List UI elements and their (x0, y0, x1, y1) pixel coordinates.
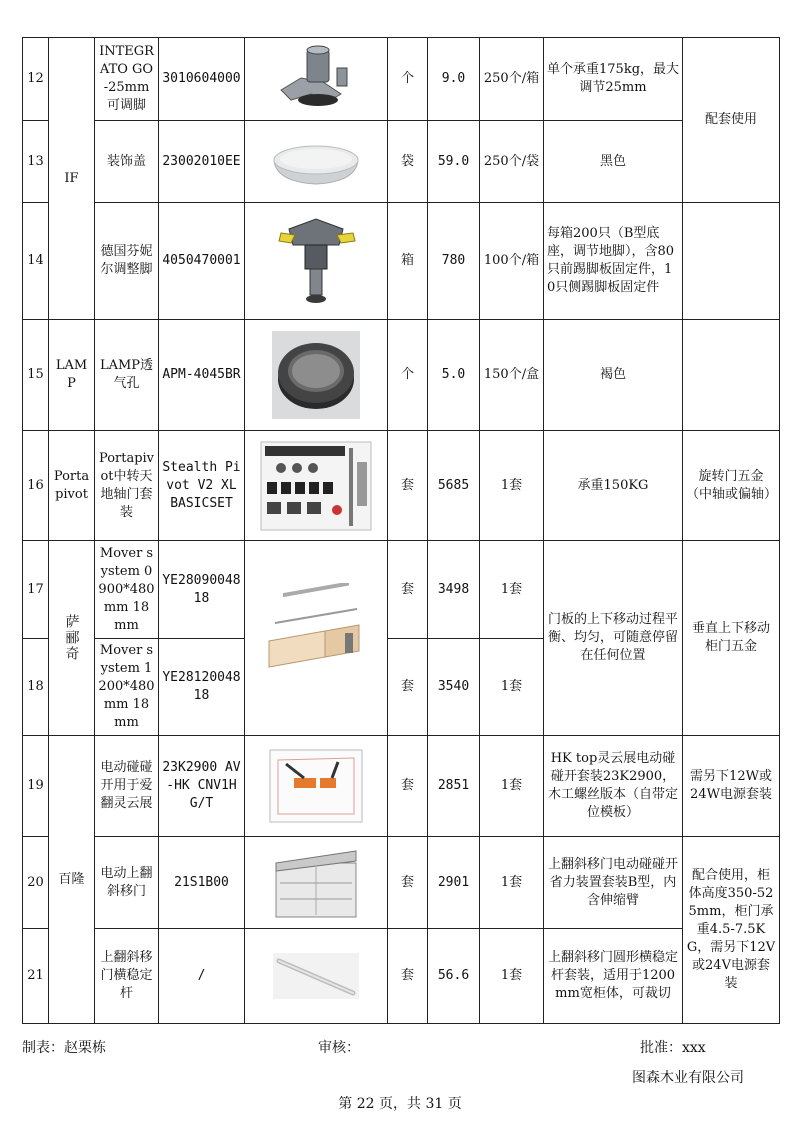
product-image (245, 121, 388, 203)
unit: 箱 (388, 203, 428, 320)
row-number: 14 (23, 203, 49, 320)
price: 780 (428, 203, 480, 320)
price: 3540 (428, 639, 480, 736)
table-row (23, 736, 780, 837)
unit: 套 (388, 639, 428, 736)
table-row (23, 541, 780, 639)
row-number: 19 (23, 736, 49, 837)
product-image (245, 541, 388, 736)
unit: 个 (388, 38, 428, 121)
page-number: 第 22 页，共 31 页 (338, 1096, 462, 1112)
product-image (245, 837, 388, 929)
row-number: 12 (23, 38, 49, 121)
description: 承重150KG (544, 431, 683, 541)
price: 3498 (428, 541, 480, 639)
product-name: 电动碰碰开用于爱翻灵云展 (95, 736, 159, 837)
price: 9.0 (428, 38, 480, 121)
product-name: 上翻斜移门横稳定杆 (95, 929, 159, 1024)
brand-cell: LAMP (49, 320, 95, 431)
product-name: 装饰盖 (95, 121, 159, 203)
product-code: / (159, 929, 245, 1024)
price: 5.0 (428, 320, 480, 431)
pivot-kit-icon (257, 438, 375, 534)
description: 褐色 (544, 320, 683, 431)
brand-cell: Portapivot (49, 431, 95, 541)
table-row (23, 320, 780, 431)
row-number: 15 (23, 320, 49, 431)
price: 56.6 (428, 929, 480, 1024)
unit: 套 (388, 541, 428, 639)
brand-cell: 百隆 (49, 736, 95, 1024)
table-row (23, 431, 780, 541)
product-code: APM-4045BR (159, 320, 245, 431)
table-row (23, 837, 780, 929)
product-name: Mover system 1200*480mm 18mm (95, 639, 159, 736)
product-name: 德国芬妮尔调整脚 (95, 203, 159, 320)
row-number: 13 (23, 121, 49, 203)
remark-empty (683, 320, 780, 431)
stabilizer-rod-icon (271, 951, 361, 1001)
description: 上翻斜移门电动碰碰开省力装置套装B型，内含伸缩臂 (544, 837, 683, 929)
product-image (245, 431, 388, 541)
product-code: Stealth Pivot V2 XL BASICSET (159, 431, 245, 541)
description: HK top灵云展电动碰碰开套装23K2900，木工螺丝版本（自带定位模板） (544, 736, 683, 837)
electric-lift-icon (268, 748, 364, 824)
packaging: 150个/盒 (480, 320, 544, 431)
product-code: 4050470001 (159, 203, 245, 320)
row-number: 16 (23, 431, 49, 541)
product-code: 3010604000 (159, 38, 245, 121)
unit: 个 (388, 320, 428, 431)
description: 每箱200只（B型底座，调节地脚），含80只前踢脚板固定件，10只侧踢脚板固定件 (544, 203, 683, 320)
remark: 旋转门五金（中轴或偏轴） (683, 431, 780, 541)
brand-cell: IF (49, 38, 95, 320)
packaging: 1套 (480, 929, 544, 1024)
product-name: Portapivot中转天地轴门套装 (95, 431, 159, 541)
brand-cell: 萨郦奇 (49, 541, 95, 736)
packaging: 1套 (480, 541, 544, 639)
product-image (245, 320, 388, 431)
approved-by: 批准：xxx (640, 1040, 706, 1056)
product-image (245, 929, 388, 1024)
table-row (23, 121, 780, 203)
packaging: 1套 (480, 837, 544, 929)
reviewed-by: 审核： (318, 1040, 360, 1056)
unit: 套 (388, 431, 428, 541)
unit: 套 (388, 837, 428, 929)
remark: 配套使用 (683, 38, 780, 203)
price: 5685 (428, 431, 480, 541)
remark-empty (683, 203, 780, 320)
description: 单个承重175kg，最大调节25mm (544, 38, 683, 121)
prepared-by: 制表：赵栗栋 (22, 1040, 106, 1056)
lift-system-icon (261, 583, 371, 693)
product-name: 电动上翻斜移门 (95, 837, 159, 929)
company-name: 图森木业有限公司 (632, 1070, 744, 1086)
product-image (245, 203, 388, 320)
packaging: 250个/箱 (480, 38, 544, 121)
price: 2901 (428, 837, 480, 929)
row-number: 21 (23, 929, 49, 1024)
product-code: 23K2900 AV-HK CNV1HG/T (159, 736, 245, 837)
price: 2851 (428, 736, 480, 837)
description: 门板的上下移动过程平衡、均匀，可随意停留在任何位置 (544, 541, 683, 736)
packaging: 1套 (480, 431, 544, 541)
adjustable-leg-icon (271, 42, 361, 116)
product-image (245, 38, 388, 121)
vent-hole-icon (266, 327, 366, 423)
product-code: YE2809004818 (159, 541, 245, 639)
table-row (23, 38, 780, 121)
product-code: YE2812004818 (159, 639, 245, 736)
unit: 套 (388, 929, 428, 1024)
table-row (23, 929, 780, 1024)
packaging: 100个/箱 (480, 203, 544, 320)
price-table (22, 37, 779, 1024)
description: 上翻斜移门圆形横稳定杆套装，适用于1200 mm宽柜体，可裁切 (544, 929, 683, 1024)
remark: 垂直上下移动柜门五金 (683, 541, 780, 736)
decorative-cap-icon (266, 132, 366, 192)
product-name: LAMP透气孔 (95, 320, 159, 431)
product-name: Mover system 0900*480mm 18mm (95, 541, 159, 639)
unit: 袋 (388, 121, 428, 203)
tilt-door-cabinet-icon (270, 847, 362, 919)
row-number: 20 (23, 837, 49, 929)
table-row (23, 203, 780, 320)
row-number: 18 (23, 639, 49, 736)
packaging: 1套 (480, 736, 544, 837)
product-code: 21S1B00 (159, 837, 245, 929)
price: 59.0 (428, 121, 480, 203)
row-number: 17 (23, 541, 49, 639)
product-image (245, 736, 388, 837)
description: 黑色 (544, 121, 683, 203)
product-code: 23002010EE (159, 121, 245, 203)
leveling-foot-icon (271, 211, 361, 311)
unit: 套 (388, 736, 428, 837)
packaging: 1套 (480, 639, 544, 736)
remark: 需另下12W或24W电源套装 (683, 736, 780, 837)
packaging: 250个/袋 (480, 121, 544, 203)
remark: 配合使用，柜体高度350-525mm，柜门承重4.5-7.5KG，需另下12V或24V电源套装 (683, 837, 780, 1024)
product-name: INTEGRATO GO-25mm可调脚 (95, 38, 159, 121)
